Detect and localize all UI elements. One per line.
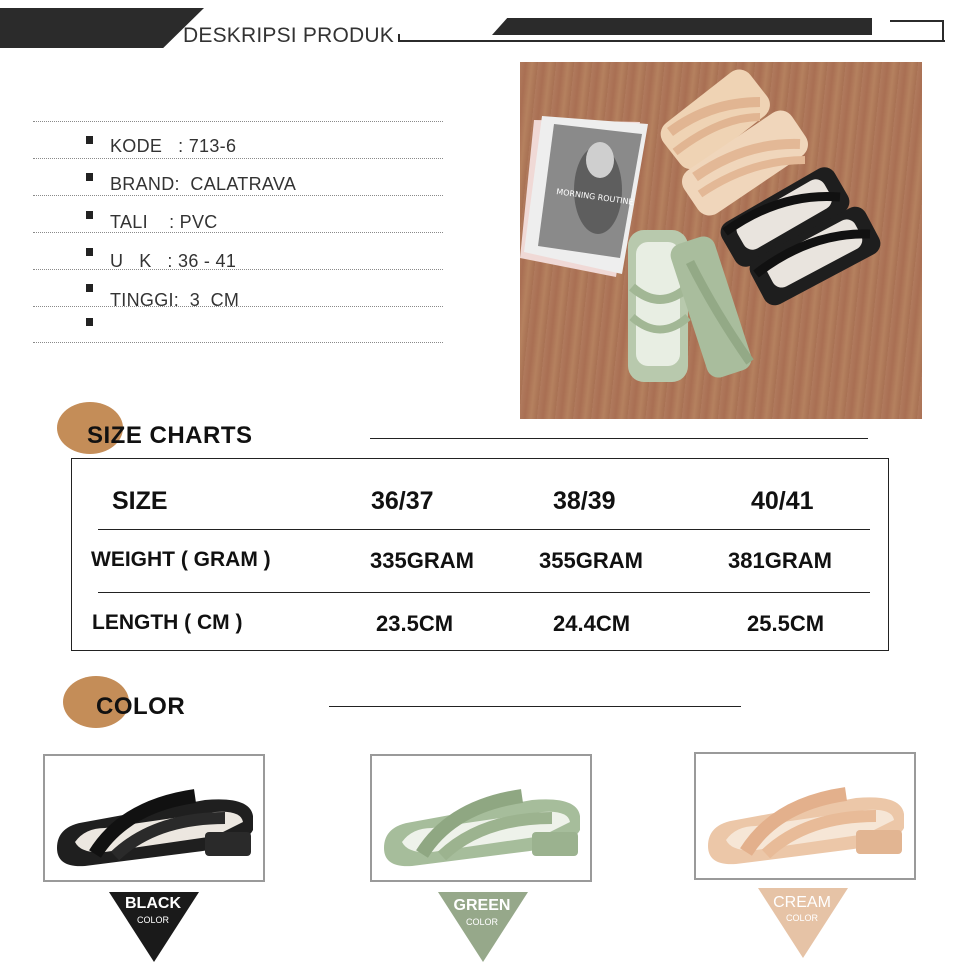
black-color-name: BLACK (125, 895, 181, 912)
size-header-label: SIZE (112, 487, 168, 515)
size-row-rule (98, 529, 870, 530)
header-rule (400, 40, 945, 42)
spec-bullet (86, 136, 93, 144)
length-label: LENGTH ( CM ) (92, 611, 243, 634)
length-36-37: 23.5CM (376, 611, 454, 636)
header-left-bar (0, 8, 204, 48)
green-sandal-icon (372, 756, 590, 880)
green-swatch[interactable] (370, 754, 592, 882)
page-title: DESKRIPSI PRODUK (183, 24, 394, 47)
spec-height: TINGGI: 3 CM (110, 290, 240, 310)
size-row-rule (98, 592, 870, 593)
size-header-36-37: 36/37 (371, 487, 434, 515)
spec-code: KODE : 713-6 (110, 136, 237, 156)
product-photo-art (520, 62, 922, 419)
black-color-sub: COLOR (136, 915, 169, 925)
weight-label: WEIGHT ( GRAM ) (91, 548, 271, 571)
spec-divider (33, 121, 443, 122)
weight-36-37: 335GRAM (370, 548, 474, 573)
spec-bullet (86, 211, 93, 219)
size-header-38-39: 38/39 (553, 487, 616, 515)
header-right-bar (492, 18, 872, 35)
header-corner-hook (890, 20, 944, 40)
spec-divider (33, 158, 443, 159)
cream-color-name: CREAM (773, 894, 831, 911)
green-color-name: GREEN (453, 897, 511, 914)
spec-divider (33, 232, 443, 233)
spec-bullet (86, 284, 93, 292)
spec-divider (33, 342, 443, 343)
spec-bullet (86, 248, 93, 256)
product-photo (520, 62, 922, 419)
black-sandal-icon (45, 756, 263, 880)
size-header-40-41: 40/41 (751, 487, 814, 515)
spec-size: U K : 36 - 41 (110, 251, 237, 271)
cream-color-sub: COLOR (785, 913, 818, 923)
cream-swatch[interactable] (694, 752, 916, 880)
booklet-text: MORNING ROUTINE (555, 187, 635, 207)
color-rule (329, 706, 741, 707)
green-color-sub: COLOR (465, 917, 498, 927)
weight-40-41: 381GRAM (728, 548, 832, 573)
cream-sandal-icon (696, 754, 914, 878)
spec-bullet (86, 318, 93, 326)
size-chart-title: SIZE CHARTS (87, 422, 253, 449)
weight-38-39: 355GRAM (539, 548, 643, 573)
spec-strap: TALI : PVC (110, 212, 218, 232)
black-swatch[interactable] (43, 754, 265, 882)
spec-brand: BRAND: CALATRAVA (110, 174, 297, 194)
size-chart-rule (370, 438, 868, 439)
length-38-39: 24.4CM (553, 611, 631, 636)
spec-bullet (86, 173, 93, 181)
color-title: COLOR (96, 693, 186, 720)
length-40-41: 25.5CM (747, 611, 825, 636)
spec-divider (33, 195, 443, 196)
spec-divider (33, 269, 443, 270)
